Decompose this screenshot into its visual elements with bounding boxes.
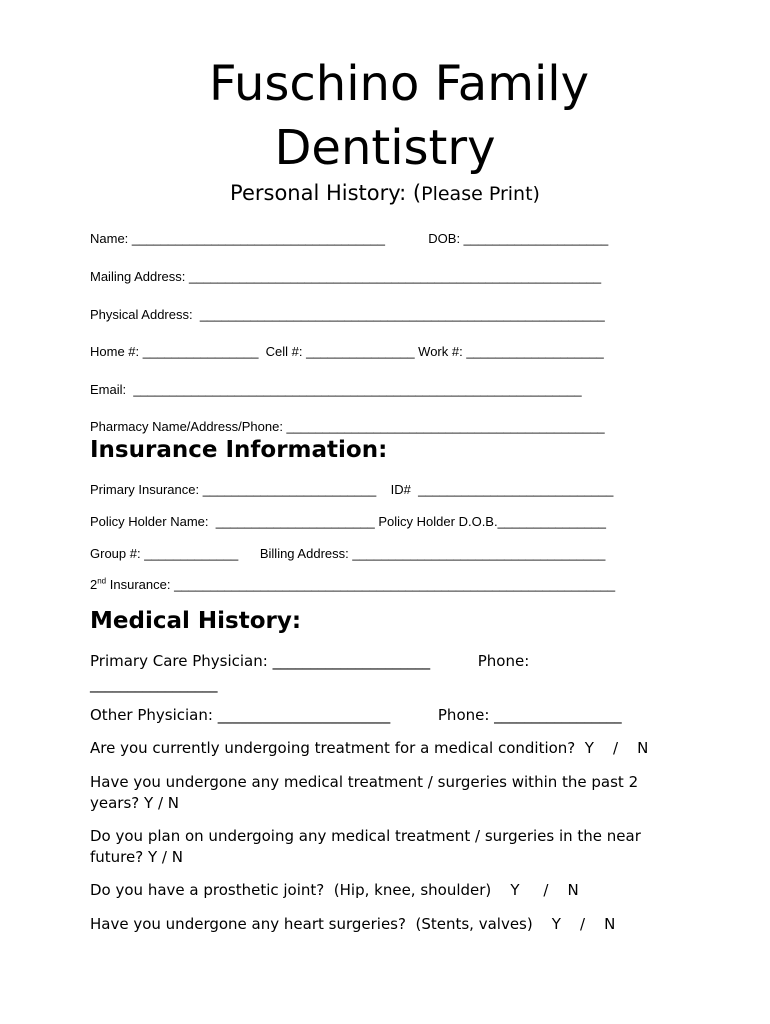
question-heart-surgeries[interactable]: Have you undergone any heart surgeries? (Stents, valves) Y / N <box>90 915 616 933</box>
primary-care-physician-field[interactable]: Primary Care Physician: _____________________ Phone: <box>90 652 530 670</box>
mailing-address-field[interactable]: Mailing Address: _________________________________________________________ <box>90 269 602 284</box>
question-prosthetic-joint[interactable]: Do you have a prosthetic joint? (Hip, knee, shoulder) Y / N <box>90 881 579 899</box>
phone-numbers-field[interactable]: Home #: ________________ Cell #: _______________ Work #: ___________________ <box>90 344 604 359</box>
question-current-treatment[interactable]: Are you currently undergoing treatment for a medical condition? Y / N <box>90 739 649 757</box>
practice-name-line1: Fuschino Family <box>208 56 590 112</box>
form-subtitle <box>0 178 770 209</box>
group-billing-field[interactable]: Group #: _____________ Billing Address: ___________________________________ <box>90 546 606 561</box>
second-insurance-field[interactable] <box>90 576 615 594</box>
insurance-heading: Insurance Information: <box>90 437 388 463</box>
second-superscript: nd <box>97 576 107 586</box>
name-dob-field[interactable]: Name: ___________________________________ DOB: ____________________ <box>90 231 609 246</box>
primary-care-phone-line[interactable]: _________________ <box>90 675 218 693</box>
second-insurance-label: Insurance: _____________________________________________________________ <box>106 577 616 592</box>
pharmacy-field[interactable]: Pharmacy Name/Address/Phone: ____________________________________________ <box>90 419 605 434</box>
second-prefix: 2 <box>90 577 98 592</box>
subtitle-main: Personal History: ( <box>230 181 422 205</box>
primary-insurance-field[interactable]: Primary Insurance: ________________________ ID# ___________________________ <box>90 482 614 497</box>
subtitle-note: Please Print) <box>421 183 540 205</box>
physical-address-field[interactable]: Physical Address: ________________________________________________________ <box>90 307 605 322</box>
email-field[interactable]: Email: ______________________________________________________________ <box>90 382 582 397</box>
question-planned-surgeries[interactable]: Do you plan on undergoing any medical treatment / surgeries in the near future? Y / N <box>90 827 641 866</box>
policy-holder-field[interactable]: Policy Holder Name: ______________________ Policy Holder D.O.B._______________ <box>90 514 607 529</box>
practice-name-line2: Dentistry <box>274 120 496 176</box>
question-past-surgeries[interactable]: Have you undergone any medical treatment / surgeries within the past 2 years? Y / N <box>90 773 639 812</box>
other-physician-field[interactable]: Other Physician: _______________________ Phone: _________________ <box>90 706 622 724</box>
medical-history-heading: Medical History: <box>90 608 302 634</box>
